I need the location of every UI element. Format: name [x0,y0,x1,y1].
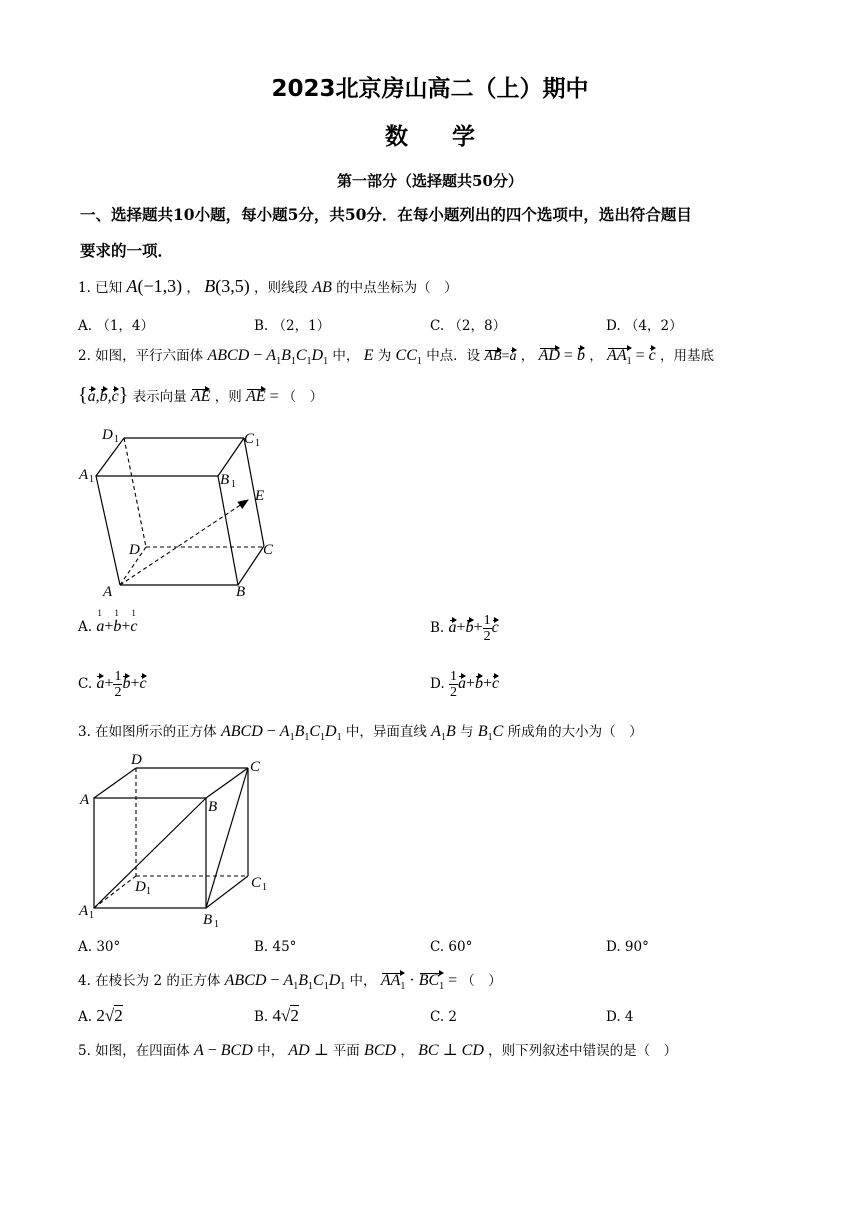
svg-text:D: D [131,752,142,768]
q2-option-a[interactable]: A. 1 a+ 1 b+ 1 c [78,608,138,635]
question-2-line1: 2. 如图，平行六面体 ABCD − $A_1B_1C_1D_1$ 中， E 为 $CC_1$ 中点．设 AB=a ， AD = b ， $AA_1 = c$ ，用基底 [78,347,715,368]
parallelepiped-figure [72,420,292,605]
q1-text: 1. 已知 [78,280,123,296]
q4-option-b[interactable]: B. 4√2 [254,1006,299,1025]
svg-text:A: A [80,792,90,808]
q1-option-a[interactable]: A. （1，4） [78,318,155,334]
q4-option-a[interactable]: A. 2√2 [78,1006,123,1025]
section-heading-line1: 一、选择题共10小题，每小题5分，共50分．在每小题列出的四个选项中，选出符合题目 [80,205,692,224]
q3-option-d[interactable]: D. 90° [606,939,649,955]
svg-text:B: B [236,584,246,600]
q3-option-c[interactable]: C. 60° [430,939,473,955]
q1-option-c[interactable]: C. （2，8） [430,318,507,334]
subject-title: 数学 [385,124,519,150]
question-5: 5. 如图，在四面体 A − BCD 中， AD ⊥ 平面 BCD ， BC ⊥ CD ，则下列叙述中错误的是（ ） [78,1042,678,1059]
svg-text:1: 1 [231,479,236,490]
q2-option-b[interactable]: B. a+b+ $\frac{1}{2}$ c [430,613,499,644]
svg-text:1: 1 [262,882,267,893]
q1-option-b[interactable]: B. （2，1） [254,318,331,334]
q4-option-c[interactable]: C. 2 [430,1009,458,1025]
svg-text:1: 1 [255,438,260,449]
cube-figure [72,748,282,933]
q2-option-c[interactable]: C. a+ $\frac{1}{2}$ b+c [78,669,147,700]
question-2-line2: {a,b,c} 表示向量 AE ，则 AE = （ ） [78,384,324,406]
svg-text:C: C [244,431,255,447]
question-3: 3. 在如图所示的正方体 ABCD − $A_1B_1C_1D_1$ 中，异面直线 $A_1B$ 与 $B_1C$ 所成角的大小为（ ） [78,723,643,744]
svg-text:1: 1 [214,919,219,930]
svg-text:D: D [135,879,146,895]
svg-text:1: 1 [89,910,94,921]
svg-text:C: C [250,759,261,775]
svg-text:C: C [251,875,262,891]
section-heading-line2: 要求的一项． [80,241,174,260]
question-1: 1. 已知 A(−1,3) ， B(3,5) ，则线段 AB 的中点坐标为（ ） [78,276,458,296]
q3-option-b[interactable]: B. 45° [254,939,297,955]
svg-text:C: C [263,542,274,558]
svg-text:B: B [208,799,218,815]
q4-option-d[interactable]: D. 4 [606,1009,634,1025]
part-heading: 第一部分（选择题共50分） [337,172,523,190]
page-title: 2023北京房山高二（上）期中 [271,76,589,102]
svg-text:1: 1 [114,434,119,445]
svg-text:E: E [255,488,265,504]
svg-text:A: A [79,467,89,483]
question-4: 4. 在棱长为 2 的正方体 ABCD − $A_1B_1C_1D_1$ 中， $AA_1 \cdot BC_1$ = （ ） [78,972,502,993]
svg-text:A: A [79,903,89,919]
q1-option-d[interactable]: D. （4，2） [606,318,683,334]
q3-option-a[interactable]: A. 30° [78,939,121,955]
svg-text:B: B [203,912,213,928]
svg-text:D: D [129,542,140,558]
svg-text:A: A [103,584,113,600]
q2-option-d[interactable]: D. $\frac{1}{2}$ a+b+c [430,669,500,700]
svg-text:1: 1 [146,886,151,897]
svg-text:B: B [220,472,230,488]
svg-text:1: 1 [89,474,94,485]
svg-text:D: D [102,427,113,443]
